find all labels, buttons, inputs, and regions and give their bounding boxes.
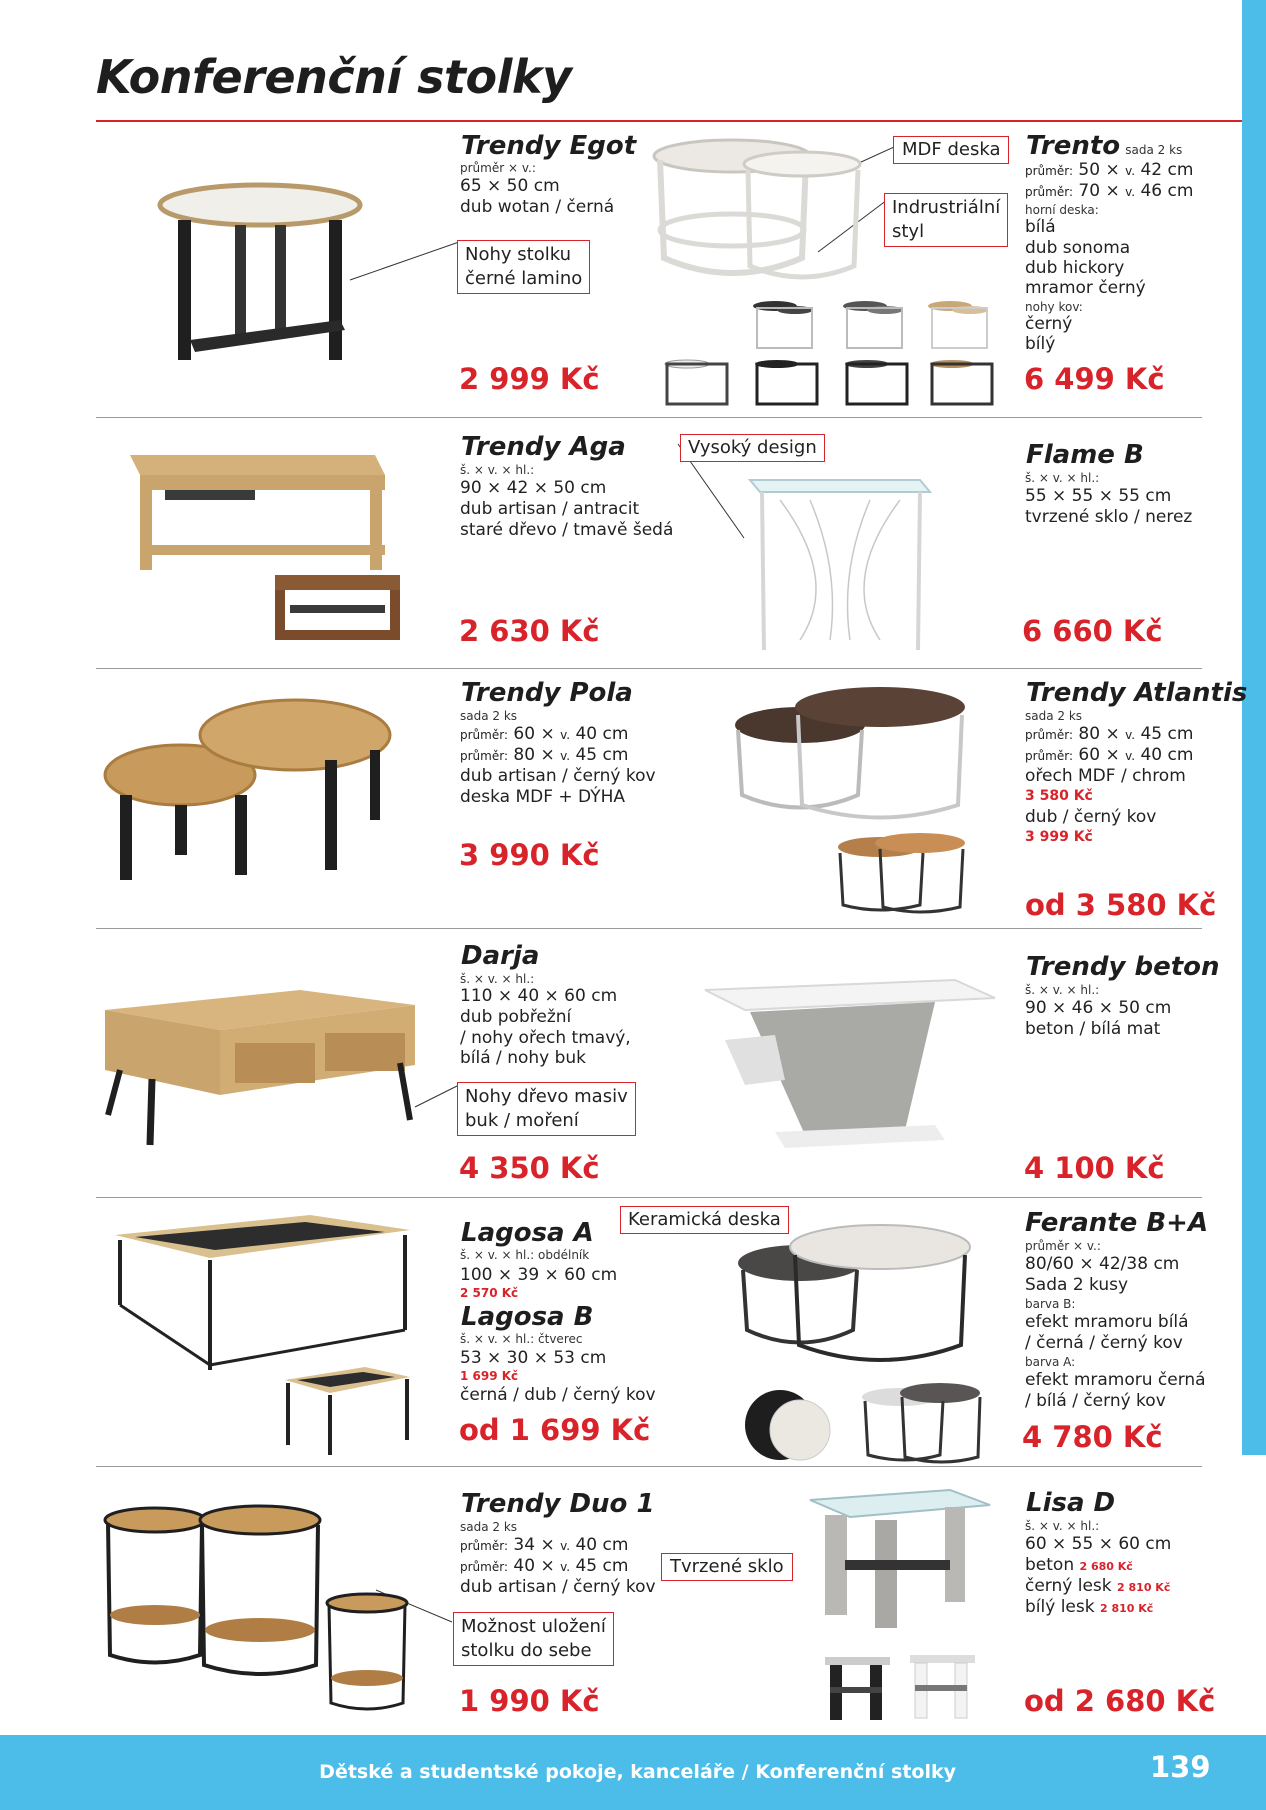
price: 4 100 Kč [1024,1151,1165,1185]
dimensions: průměr: 80 × v. 45 cm [460,745,629,765]
product-name: Darja [461,941,540,971]
dimension-label: š. × v. × hl.: čtverec [460,1332,583,1346]
dimension-label: š. × v. × hl.: [1025,471,1100,485]
beton-table-image [705,980,995,1155]
dimension-label: š. × v. × hl.: [1025,1519,1100,1533]
footer-breadcrumb: Dětské a studentské pokoje, kanceláře / Konferenční stolky [319,1761,956,1783]
dimensions: 80/60 × 42/38 cm [1025,1254,1180,1274]
callout-nesting: Možnost uložení stolku do sebe [453,1612,614,1666]
color: / bílá / černý kov [1025,1391,1166,1411]
variant-price: 1 699 Kč [460,1369,519,1383]
darja-table-image [100,985,420,1150]
price: 2 999 Kč [459,362,600,396]
product-name: Lagosa A [461,1218,594,1248]
price: 4 780 Kč [1022,1420,1163,1454]
dimension-label: š. × v. × hl.: [460,463,535,477]
dimension-label: š. × v. × hl.: obdélník [460,1248,590,1262]
legs-label: nohy kov: [1025,300,1083,314]
dimensions: 55 × 55 × 55 cm [1025,486,1172,506]
callout-glass: Tvrzené sklo [661,1553,793,1581]
product-name: Ferante B+A [1025,1208,1209,1238]
price: 2 630 Kč [459,614,600,648]
product-name: Trendy beton [1026,952,1220,982]
price: od 2 680 Kč [1024,1684,1216,1718]
dimensions: průměr: 60 × v. 40 cm [460,724,629,744]
material: tvrzené sklo / nerez [1025,507,1193,527]
set-label: sada 2 ks [460,709,518,723]
product-name: Lisa D [1026,1488,1116,1518]
page-number: 139 [1150,1750,1211,1784]
callout-industrial: Indrustriální styl [884,193,1008,247]
material: dub artisan / černý kov [460,1577,656,1597]
product-name: Trendy Aga [461,432,626,462]
product-name: Trendy Duo 1 [461,1489,655,1519]
color: efekt mramoru bílá [1025,1312,1189,1332]
callout-ceramic: Keramická deska [620,1206,789,1234]
dimensions: průměr: 50 × v. 42 cm [1025,160,1194,180]
variant-price: 2 570 Kč [460,1286,519,1300]
price: 6 660 Kč [1022,614,1163,648]
dimensions: 90 × 46 × 50 cm [1025,998,1172,1018]
price: od 1 699 Kč [459,1413,651,1447]
variant-price: 3 580 Kč [1025,788,1093,804]
dimensions: 60 × 55 × 60 cm [1025,1534,1172,1554]
dimensions: průměr: 60 × v. 40 cm [1025,745,1194,765]
product-name: Flame B [1026,440,1144,470]
price: 3 990 Kč [459,838,600,872]
dimensions: průměr: 80 × v. 45 cm [1025,724,1194,744]
duo-table-image [100,1505,430,1715]
product-name: Lagosa B [461,1302,594,1332]
top-color: dub sonoma [1025,238,1131,258]
variant: dub / černý kov [1025,807,1157,827]
lisa-table-image [800,1485,1000,1725]
top-color: mramor černý [1025,278,1146,298]
callout-design: Vysoký design [680,434,825,462]
set-label: sada 2 ks [1025,709,1083,723]
ferante-table-image [735,1225,985,1465]
trento-title: Trento sada 2 ks [1026,131,1183,161]
dimension-label: průměr × v.: [1025,1239,1101,1253]
set-label: Sada 2 kusy [1025,1275,1129,1295]
dimensions: 53 × 30 × 53 cm [460,1348,607,1368]
top-label: horní deska: [1025,203,1099,217]
price: 1 990 Kč [459,1684,600,1718]
flame-table-image [740,470,930,655]
pola-table-image [100,685,400,900]
trento-variants-image [660,295,1000,415]
callout-legs: Nohy stolku černé lamino [457,240,590,294]
aga-table-image [125,435,415,655]
material: deska MDF + DÝHA [460,787,626,807]
legs-color: bílý [1025,334,1056,354]
material: dub artisan / antracit [460,499,640,519]
material: / nohy ořech tmavý, [460,1028,631,1048]
dimension-label: průměr × v.: [460,161,536,175]
lagosa-table-image [110,1210,420,1460]
set-label: sada 2 ks [460,1520,518,1534]
dimensions: 90 × 42 × 50 cm [460,478,607,498]
color: efekt mramoru černá [1025,1370,1206,1390]
material: dub wotan / černá [460,197,615,217]
material: černá / dub / černý kov [460,1385,656,1405]
dimension-label: š. × v. × hl.: [1025,983,1100,997]
variant: černý lesk 2 810 Kč [1025,1576,1171,1596]
dimensions: průměr: 70 × v. 46 cm [1025,181,1194,201]
legs-color: černý [1025,314,1073,334]
price: 4 350 Kč [459,1151,600,1185]
atlantis-table-image [730,685,980,915]
product-name: Trendy Egot [461,131,637,161]
color-label: barva A: [1025,1355,1076,1369]
material: dub pobřežní [460,1007,572,1027]
page-title: Konferenční stolky [96,50,572,104]
variant-price: 3 999 Kč [1025,829,1093,845]
callout-mdf: MDF deska [893,136,1009,164]
material: beton / bílá mat [1025,1019,1161,1039]
top-color: bílá [1025,217,1056,237]
top-color: dub hickory [1025,258,1125,278]
dimension-label: š. × v. × hl.: [460,972,535,986]
dimensions: průměr: 34 × v. 40 cm [460,1535,629,1555]
variant: ořech MDF / chrom [1025,766,1186,786]
callout-legs: Nohy dřevo masiv buk / moření [457,1082,636,1136]
color: / černá / černý kov [1025,1333,1183,1353]
dimensions: 65 × 50 cm [460,176,560,196]
trento-table-image [652,138,872,298]
variant: bílý lesk 2 810 Kč [1025,1597,1154,1617]
product-name: Trendy Pola [461,678,633,708]
material: bílá / nohy buk [460,1048,587,1068]
material: dub artisan / černý kov [460,766,656,786]
dimensions: 110 × 40 × 60 cm [460,986,618,1006]
color-label: barva B: [1025,1297,1076,1311]
material: staré dřevo / tmavě šedá [460,520,674,540]
price: 6 499 Kč [1024,362,1165,396]
dimensions: 100 × 39 × 60 cm [460,1265,618,1285]
dimensions: průměr: 40 × v. 45 cm [460,1556,629,1576]
product-name: Trendy Atlantis [1026,678,1248,708]
variant: beton 2 680 Kč [1025,1555,1133,1575]
price: od 3 580 Kč [1025,888,1217,922]
